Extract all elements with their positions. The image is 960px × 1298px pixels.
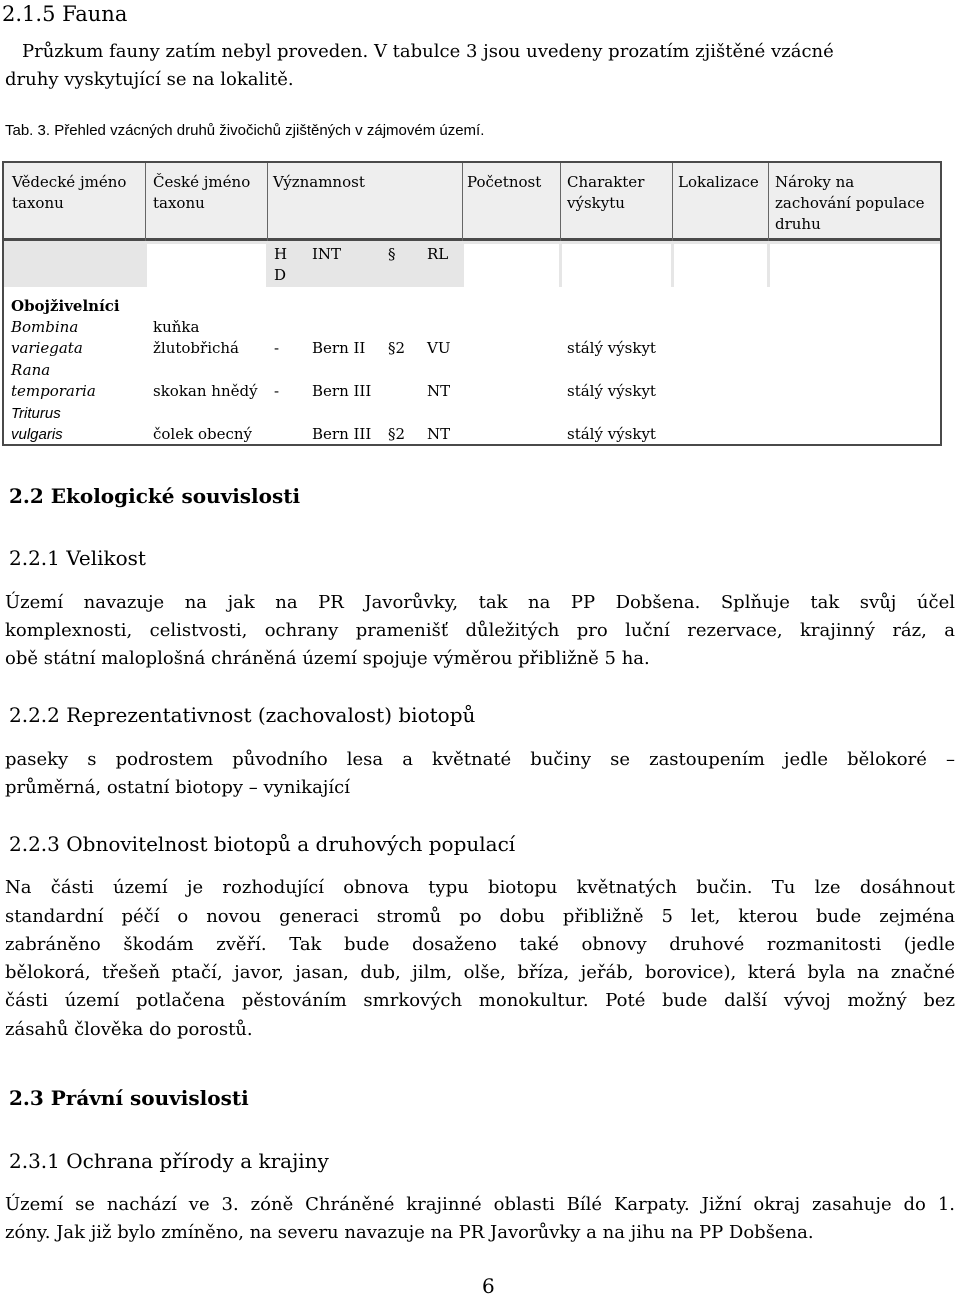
subheader-paragraph: § [388,245,396,263]
paragraph-line: zabráněno škodám zvěří. Tak bude dosaženo také obnovy druhové rozmanitosti (jedle [5,934,955,955]
header-divider [145,163,146,241]
section-heading-ekologicke: 2.2 Ekologické souvislosti [9,484,301,508]
section-heading-pravni: 2.3 Právní souvislosti [9,1086,249,1110]
section-heading-fauna: 2.1.5 Fauna [2,2,128,26]
row-charakter: stálý výskyt [567,339,656,357]
paragraph-line: Území navazuje na jak na PR Javorůvky, tak na PP Dobšena. Splňuje tak svůj účel [5,592,955,613]
row-hd: - [274,339,280,357]
header-charakter: Charakter výskytu [567,173,645,212]
row-charakter: stálý výskyt [567,425,656,443]
paragraph-line: paseky s podrostem původního lesa a květnaté bučiny se zastoupením jedle bělokoré – [5,749,955,770]
header-divider [768,163,769,241]
subsection-heading-obnovitelnost: 2.2.3 Obnovitelnost biotopů a druhových populací [9,832,516,856]
paragraph-line: komplexnosti, celistvosti, ochrany pramenišť důležitých pro luční rezervace, krajinný ráz, a [5,620,955,641]
subheader-blank-cell [674,244,767,287]
subheader-blank-cell [562,244,671,287]
subsection-heading-reprezentativnost: 2.2.2 Reprezentativnost (zachovalost) biotopů [9,703,476,727]
paragraph-line: zóny. Jak již bylo zmíněno, na severu navazuje na PR Javorůvky a na jihu na PP Dobšena. [5,1222,814,1243]
paragraph-line: průměrná, ostatní biotopy – vynikající [5,777,350,798]
row-rl: NT [427,382,451,400]
row-charakter: stálý výskyt [567,382,656,400]
header-pocetnost: Početnost [467,173,542,191]
header-naroky: Nároky na zachování populace druhu [775,173,925,233]
header-lokalizace: Lokalizace [678,173,759,191]
row-cz-name: čolek obecný [153,425,253,443]
paragraph-line: obě státní maloplošná chráněná území spojuje výměrou přibližně 5 ha. [5,648,650,669]
header-sci-name: Vědecké jméno taxonu [12,173,127,212]
row-sci-name: Bombina variegata [11,318,83,357]
subsection-heading-ochrana: 2.3.1 Ochrana přírody a krajiny [9,1149,329,1173]
header-divider [462,163,463,241]
subheader-blank-cell [464,244,559,287]
row-int: Bern II [312,339,366,357]
header-divider [560,163,561,241]
row-sci-name: Rana temporaria [11,361,96,400]
row-rl: VU [427,339,451,357]
subheader-rl: RL [427,245,449,263]
paragraph-line: bělokorá, třešeň ptačí, javor, jasan, dub, jilm, olše, bříza, jeřáb, borovice), která byla na značné [5,962,955,983]
paragraph-line: části území potlačena pěstováním smrkových monokultur. Poté bude další vývoj možný bez [5,990,955,1011]
paragraph-line: standardní péčí o novou generaci stromů po dobu přibližně 5 let, kterou bude zejména [5,906,955,927]
header-vyznamnost: Významnost [273,173,365,191]
header-cz-name: České jméno taxonu [153,173,251,212]
row-paragraph: §2 [388,339,406,357]
row-int: Bern III [312,425,372,443]
fauna-paragraph-line-1: Průzkum fauny zatím nebyl proveden. V tabulce 3 jsou uvedeny prozatím zjištěné vzácné [22,41,834,62]
page-number: 6 [482,1274,495,1298]
table-group-label: Obojživelníci [11,297,120,315]
row-sci-name: Triturus vulgaris [11,405,63,443]
subheader-blank-cell [147,244,266,287]
paragraph-line: Na části území je rozhodující obnova typu biotopu květnatých bučin. Tu lze dosáhnout [5,877,955,898]
header-divider [267,163,268,241]
table-caption: Tab. 3. Přehled vzácných druhů živočichů zjištěných v zájmovém území. [5,122,485,139]
row-cz-name: kuňka žlutobřichá [153,318,239,357]
subheader-int: INT [312,245,342,263]
subheader-blank-cell [770,244,940,287]
row-cz-name: skokan hnědý [153,382,258,400]
row-paragraph: §2 [388,425,406,443]
fauna-paragraph-line-2: druhy vyskytující se na lokalitě. [5,69,294,90]
header-divider [672,163,673,241]
row-rl: NT [427,425,451,443]
subsection-heading-velikost: 2.2.1 Velikost [9,546,146,570]
subheader-hd: H D [274,245,288,284]
row-int: Bern III [312,382,372,400]
paragraph-line: zásahů člověka do porostů. [5,1019,253,1040]
paragraph-line: Území se nachází ve 3. zóně Chráněné krajinné oblasti Bílé Karpaty. Jižní okraj zasahuje do 1. [5,1194,955,1215]
row-hd: - [274,382,280,400]
